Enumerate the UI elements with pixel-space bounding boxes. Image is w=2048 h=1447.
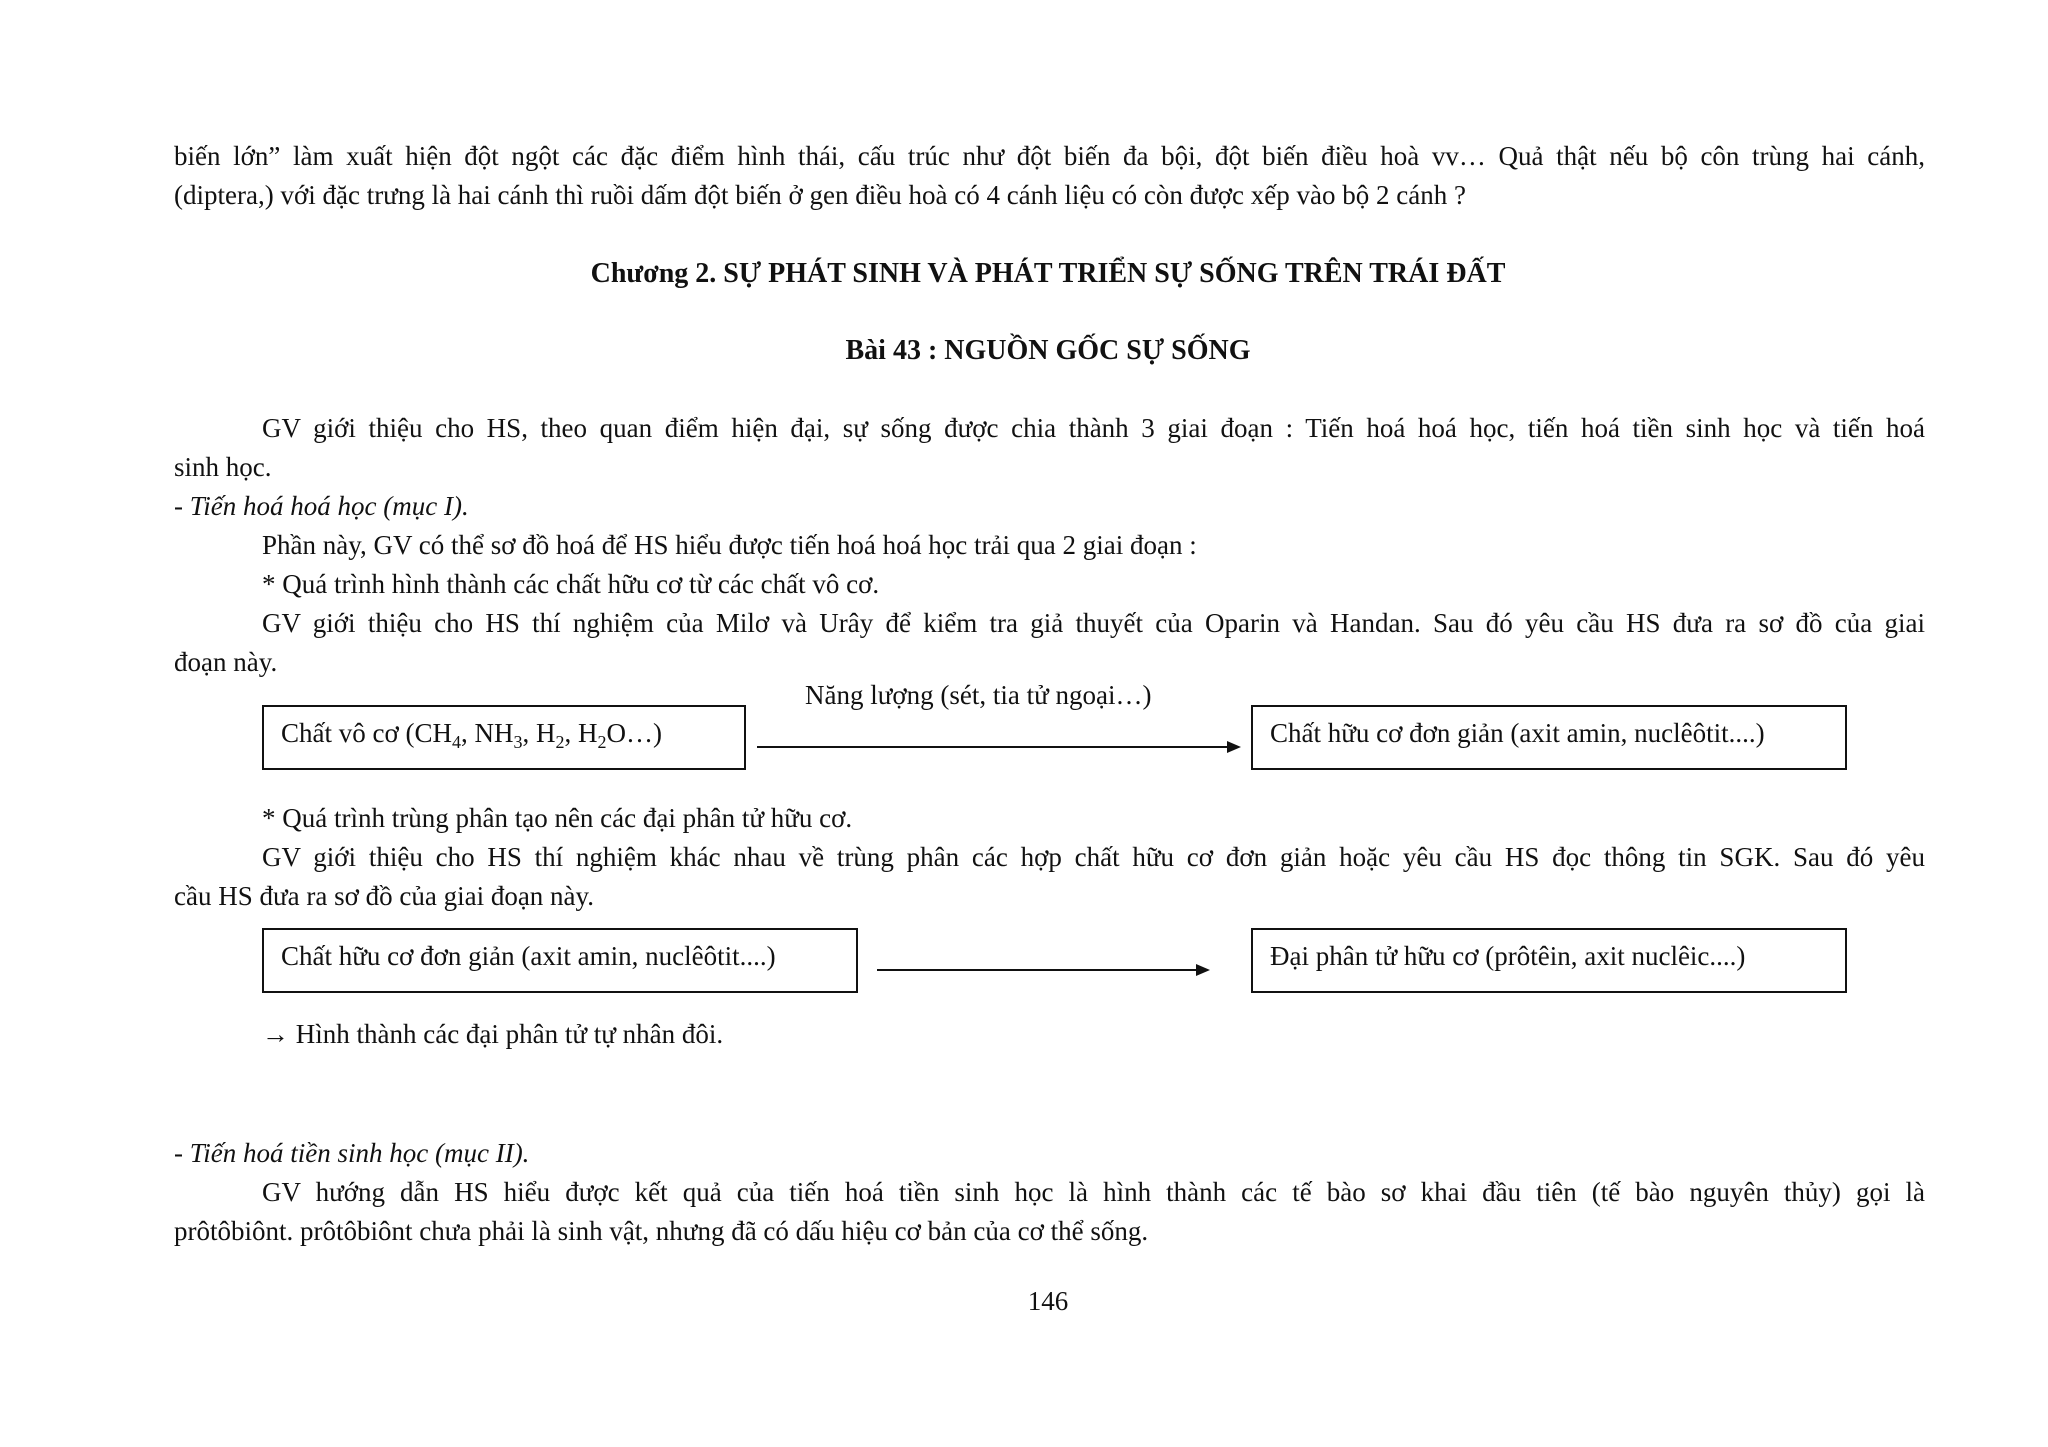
section1-para-line-1: GV giới thiệu cho HS thí nghiệm của Milơ và Urây để kiểm tra giả thuyết của Oparin và Handan. Sau đó yêu cầu HS đưa ra sơ đồ của giai [262,608,1925,638]
lesson-title: Bài 43 : NGUỒN GỐC SỰ SỐNG [845,335,1251,366]
diagram1-arrow [755,737,1245,757]
section1-line-2: * Quá trình hình thành các chất hữu cơ từ các chất vô cơ. [262,569,880,599]
diagram2-right-box: Đại phân tử hữu cơ (prôtêin, axit nuclêic....) [1251,928,1847,993]
diagram1-arrow-label: Năng lượng (sét, tia tử ngoại…) [805,680,1152,710]
para1-line-2: sinh học. [174,452,272,482]
chapter-title: Chương 2. SỰ PHÁT SINH VÀ PHÁT TRIỂN SỰ SỐNG TRÊN TRÁI ĐẤT [590,258,1506,289]
page-number: 146 [1027,1286,1069,1316]
para1-line-1: GV giới thiệu cho HS, theo quan điểm hiện đại, sự sống được chia thành 3 giai đoạn : Tiến hoá hoá học, tiến hoá tiền sinh học và tiến hoá [262,413,1925,443]
section1-para2-line-2: cầu HS đưa ra sơ đồ của giai đoạn này. [174,881,595,911]
section1-line-1: Phần này, GV có thể sơ đồ hoá để HS hiểu được tiến hoá hoá học trải qua 2 giai đoạn : [262,530,1197,560]
diagram2-left-box: Chất hữu cơ đơn giản (axit amin, nuclêôtit....) [262,928,858,993]
section2-para-line-2: prôtôbiônt. prôtôbiônt chưa phải là sinh vật, nhưng đã có dấu hiệu cơ bản của cơ thể sống. [174,1216,1149,1246]
diagram1-left-text: Chất vô cơ ($CH_4$, $NH_3$, $H_2$, $H_2O\dots$) [281,718,663,752]
section2-para-line-1: GV hướng dẫn HS hiểu được kết quả của tiến hoá tiền sinh học là hình thành các tế bào sơ khai đầu tiên (tế bào nguyên thủy) gọi là [262,1177,1925,1207]
section1-line-3: * Quá trình trùng phân tạo nên các đại phân tử hữu cơ. [262,803,853,833]
result-line: → Hình thành các đại phân tử tự nhân đôi. [262,1019,724,1049]
diagram1-left-box [262,705,746,770]
diagram1-right-box: Chất hữu cơ đơn giản (axit amin, nuclêôtit....) [1251,705,1847,770]
section1-heading: - Tiến hoá hoá học (mục I). [174,491,469,521]
diagram2-arrow [875,960,1215,980]
section2-heading: - Tiến hoá tiền sinh học (mục II). [174,1138,530,1168]
intro-line-1: biến lớn” làm xuất hiện đột ngột các đặc điểm hình thái, cấu trúc như đột biến đa bội, đột biến điều hoà vv… Quả thật nếu bộ côn trùng hai cánh, [174,141,1925,171]
section1-para2-line-1: GV giới thiệu cho HS thí nghiệm khác nhau về trùng phân các hợp chất hữu cơ đơn giản hoặc yêu cầu HS đọc thông tin SGK. Sau đó yêu [262,842,1925,872]
section1-para-line-2: đoạn này. [174,647,278,677]
intro-line-2: (diptera,) với đặc trưng là hai cánh thì ruồi dấm đột biến ở gen điều hoà có 4 cánh liệu có còn được xếp vào bộ 2 cánh ? [174,180,1466,210]
